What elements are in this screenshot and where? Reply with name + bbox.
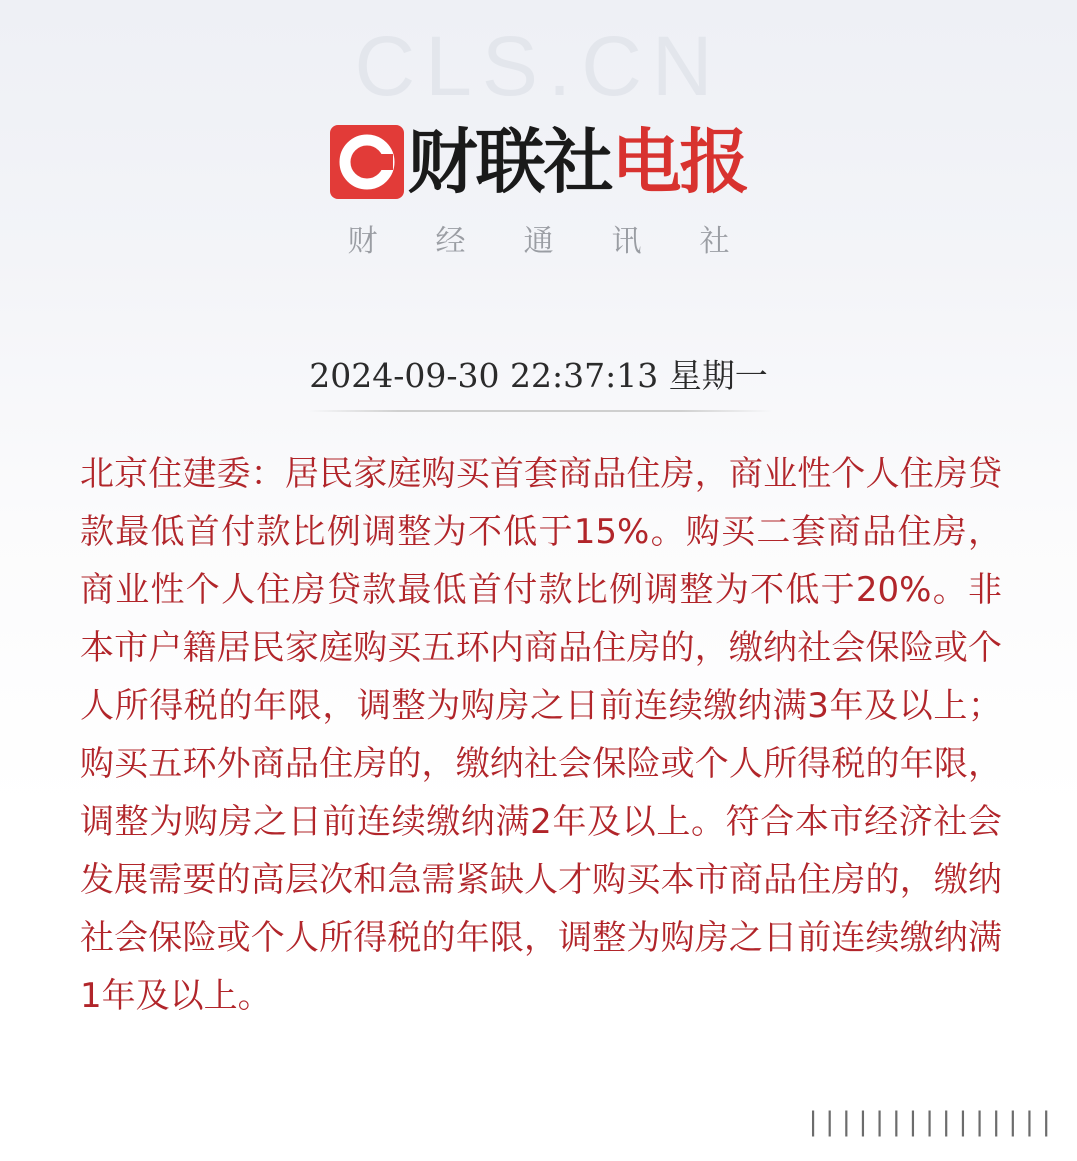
cls-watermark: CLS.CN: [354, 19, 723, 113]
divider: [308, 410, 772, 412]
cls-c-logo-icon: [330, 125, 404, 199]
brand-name: 财联社: [407, 121, 612, 203]
article-body: 北京住建委：居民家庭购买首套商品住房，商业性个人住房贷款最低首付款比例调整为不低于15%。购买二套商品住房，商业性个人住房贷款最低首付款比例调整为不低于20%。非本市户籍居民家庭购买五环内商品住房的，缴纳社会保险或个人所得税的年限，调整为购房之日前连续缴纳满3年及以上；购买五环外商品住房的，缴纳社会保险或个人所得税的年限，调整为购房之日前连续缴纳满2年及以上。符合本市经济社会发展需要的高层次和急需紧缺人才购买本市商品住房的，缴纳社会保险或个人所得税的年限，调整为购房之日前连续缴纳满1年及以上。: [80, 454, 1002, 1016]
bottom-watermark-glyph: |||||||||||||||: [805, 1107, 1055, 1137]
brand-tagline: 财经通讯社: [347, 224, 788, 259]
brand-header: [0, 122, 1077, 202]
c-letter-icon: [337, 132, 397, 192]
brand-suffix: 电报: [611, 121, 748, 203]
publish-datetime: 2024-09-30 22:37:13 星期一: [309, 356, 768, 395]
